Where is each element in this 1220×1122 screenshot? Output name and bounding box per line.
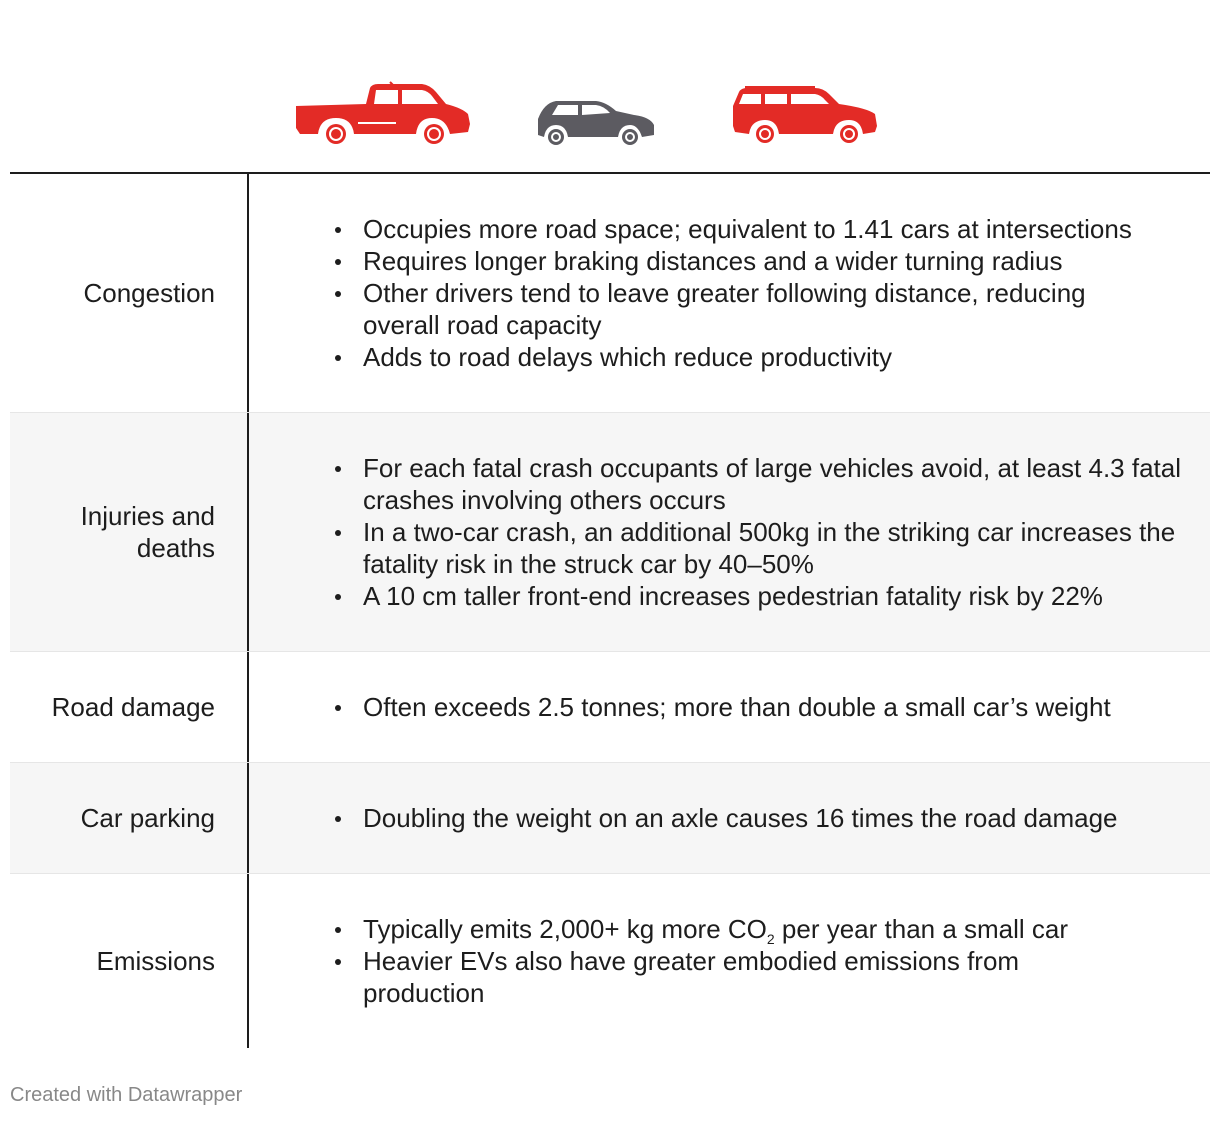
- row-points: [249, 763, 1210, 873]
- vehicle-icons-header: [0, 0, 1220, 172]
- table-row-road-damage: [10, 652, 1210, 763]
- bullet-item: A 10 cm taller front-end increases pedestrian fatality risk by 22%: [327, 580, 1187, 612]
- bullet-item: Other drivers tend to leave greater following distance, reducing overall road capacity: [327, 277, 1153, 341]
- row-points: [249, 874, 1210, 1048]
- row-category: [10, 652, 249, 762]
- bullet-item: Adds to road delays which reduce productivity: [327, 341, 1153, 373]
- bullet-list: [327, 913, 1103, 1009]
- bullet-item: Requires longer braking distances and a wider turning radius: [327, 245, 1153, 277]
- row-category: [10, 174, 249, 412]
- table-row-injuries: [10, 413, 1210, 652]
- pickup-truck-icon: [294, 80, 472, 150]
- co2-subscript: 2: [766, 931, 775, 947]
- bullet-list: [327, 213, 1153, 373]
- table-row-congestion: [10, 174, 1210, 413]
- category-label: Emissions: [96, 946, 215, 976]
- table-row-car-parking: [10, 763, 1210, 874]
- category-label: Congestion: [83, 278, 215, 308]
- row-points: [249, 413, 1210, 651]
- bullet-text: per year than a small car: [774, 914, 1069, 944]
- bullet-list: [327, 802, 1117, 834]
- bullet-item: Often exceeds 2.5 tonnes; more than double a small car’s weight: [327, 691, 1111, 723]
- row-points: [249, 652, 1210, 762]
- footer-credit: Created with Datawrapper: [10, 1084, 243, 1106]
- bullet-list: [327, 452, 1187, 612]
- bullet-list: [327, 691, 1111, 723]
- bullet-item: For each fatal crash occupants of large vehicles avoid, at least 4.3 fatal crashes involving others occurs: [327, 452, 1187, 516]
- bullet-item: Occupies more road space; equivalent to 1.41 cars at intersections: [327, 213, 1153, 245]
- row-category: [10, 413, 249, 651]
- hatchback-car-icon: [534, 97, 658, 149]
- bullet-text: Typically emits 2,000+ kg more CO: [363, 914, 767, 944]
- row-category: [10, 874, 249, 1048]
- row-points: [249, 174, 1210, 412]
- bullet-item: [327, 913, 1103, 945]
- table-row-emissions: [10, 874, 1210, 1048]
- bullet-item: Doubling the weight on an axle causes 16 times the road damage: [327, 802, 1117, 834]
- suv-icon: [731, 86, 881, 148]
- category-label: Road damage: [51, 692, 215, 722]
- bullet-item: In a two-car crash, an additional 500kg in the striking car increases the fatality risk in the struck car by 40–50%: [327, 516, 1187, 580]
- impacts-table: [10, 172, 1210, 1048]
- category-label: Injuries and deaths: [80, 501, 215, 563]
- row-category: [10, 763, 249, 873]
- category-label: Car parking: [80, 803, 215, 833]
- bullet-item: Heavier EVs also have greater embodied emissions from production: [327, 945, 1103, 1009]
